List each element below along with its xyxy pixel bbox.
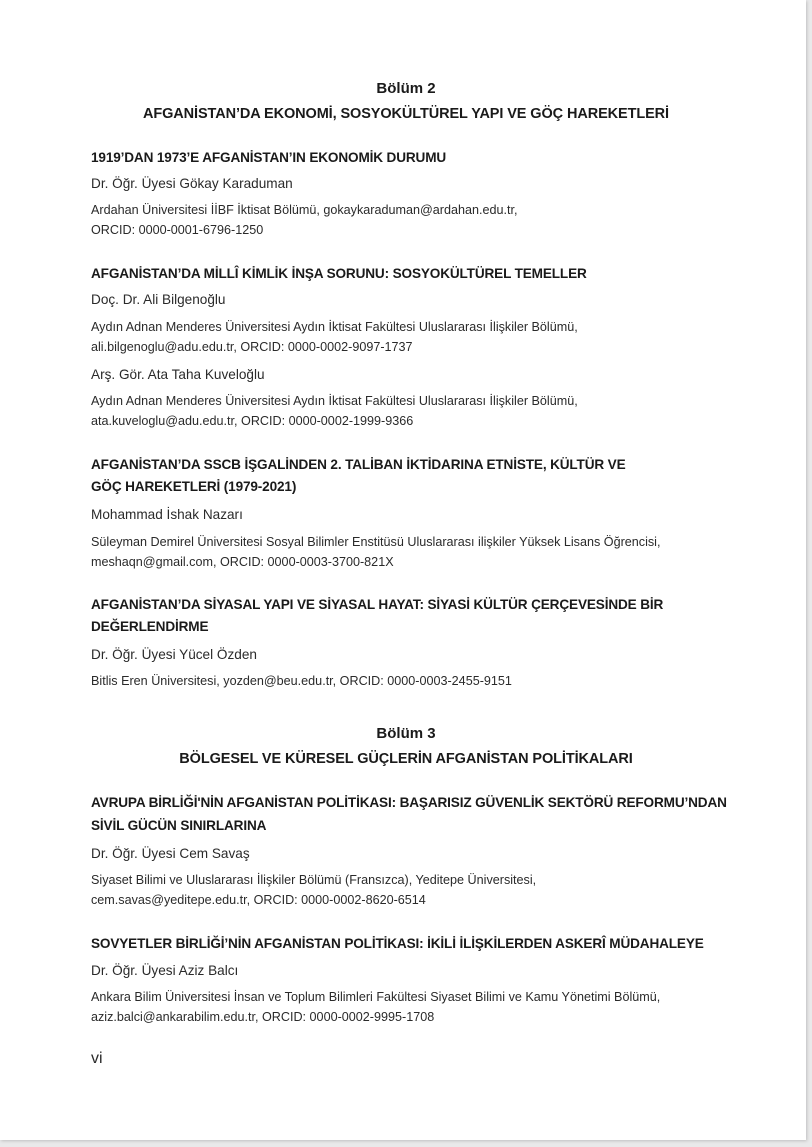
chapter-author: Dr. Öğr. Üyesi Gökay Karaduman: [91, 176, 293, 191]
chapter-title-line2: DEĞERLENDİRME: [91, 619, 209, 634]
section-2-title: AFGANİSTAN’DA EKONOMİ, SOSYOKÜLTÜREL YAPI VE GÖÇ HAREKETLERİ: [143, 106, 669, 122]
author-affiliation: Bitlis Eren Üniversitesi, yozden@beu.edu.tr, ORCID: 0000-0003-2455-9151: [91, 674, 512, 688]
chapter-author: Mohammad İshak Nazarı: [91, 507, 243, 522]
chapter-author: Dr. Öğr. Üyesi Cem Savaş: [91, 846, 250, 861]
author-affiliation: Aydın Adnan Menderes Üniversitesi Aydın İktisat Fakültesi Uluslararası İlişkiler Bölümü,: [91, 394, 578, 408]
page-number: vi: [91, 1050, 103, 1067]
author-email-orcid: ali.bilgenoglu@adu.edu.tr, ORCID: 0000-0002-9097-1737: [91, 340, 413, 354]
author-affiliation: Siyaset Bilimi ve Uluslararası İlişkiler Bölümü (Fransızca), Yeditepe Üniversitesi,: [91, 873, 537, 887]
author-email-orcid: meshaqn@gmail.com, ORCID: 0000-0003-3700-821X: [91, 555, 394, 569]
chapter-author: Doç. Dr. Ali Bilgenoğlu: [91, 292, 226, 307]
chapter-title-line2: SİVİL GÜCÜN SINIRLARINA: [91, 818, 267, 833]
section-2-number: Bölüm 2: [376, 80, 436, 97]
author-affiliation: Ardahan Üniversitesi İİBF İktisat Bölümü, gokaykaraduman@ardahan.edu.tr,: [91, 203, 518, 217]
chapter-title-line1: AVRUPA BİRLİĞİ'NİN AFGANİSTAN POLİTİKASI: BAŞARISIZ GÜVENLİK SEKTÖRÜ REFORMU’NDAN: [91, 795, 727, 810]
section-3-title: BÖLGESEL VE KÜRESEL GÜÇLERİN AFGANİSTAN POLİTİKALARI: [179, 751, 633, 767]
chapter-author: Dr. Öğr. Üyesi Yücel Özden: [91, 647, 257, 662]
author-orcid: ORCID: 0000-0001-6796-1250: [91, 223, 264, 237]
chapter-title-line1: AFGANİSTAN’DA SİYASAL YAPI VE SİYASAL HAYAT: SİYASİ KÜLTÜR ÇERÇEVESİNDE BİR: [91, 597, 664, 612]
chapter-title: AFGANİSTAN’DA MİLLÎ KİMLİK İNŞA SORUNU: SOSYOKÜLTÜREL TEMELLER: [91, 266, 587, 281]
chapter-author: Arş. Gör. Ata Taha Kuveloğlu: [91, 367, 265, 382]
author-affiliation: Süleyman Demirel Üniversitesi Sosyal Bilimler Enstitüsü Uluslararası ilişkiler Yüksek Lisans Öğrencisi,: [91, 535, 661, 549]
author-email-orcid: ata.kuveloglu@adu.edu.tr, ORCID: 0000-0002-1999-9366: [91, 414, 414, 428]
chapter-title: 1919’DAN 1973’E AFGANİSTAN’IN EKONOMİK DURUMU: [91, 150, 447, 165]
author-email-orcid: aziz.balci@ankarabilim.edu.tr, ORCID: 0000-0002-9995-1708: [91, 1010, 435, 1024]
section-3-number: Bölüm 3: [376, 725, 436, 742]
chapter-author: Dr. Öğr. Üyesi Aziz Balcı: [91, 963, 239, 978]
author-affiliation: Aydın Adnan Menderes Üniversitesi Aydın İktisat Fakültesi Uluslararası İlişkiler Bölümü,: [91, 320, 578, 334]
author-affiliation: Ankara Bilim Üniversitesi İnsan ve Toplum Bilimleri Fakültesi Siyaset Bilimi ve Kamu Yönetimi Bölümü,: [91, 990, 661, 1004]
chapter-title-line2: GÖÇ HAREKETLERİ (1979-2021): [91, 479, 297, 494]
chapter-title: SOVYETLER BİRLİĞİ’NİN AFGANİSTAN POLİTİKASI: İKİLİ İLİŞKİLERDEN ASKERÎ MÜDAHALEYE: [91, 936, 704, 951]
author-email-orcid: cem.savas@yeditepe.edu.tr, ORCID: 0000-0002-8620-6514: [91, 893, 426, 907]
chapter-title-line1: AFGANİSTAN’DA SSCB İŞGALİNDEN 2. TALİBAN İKTİDARINA ETNİSTE, KÜLTÜR VE: [91, 457, 626, 472]
